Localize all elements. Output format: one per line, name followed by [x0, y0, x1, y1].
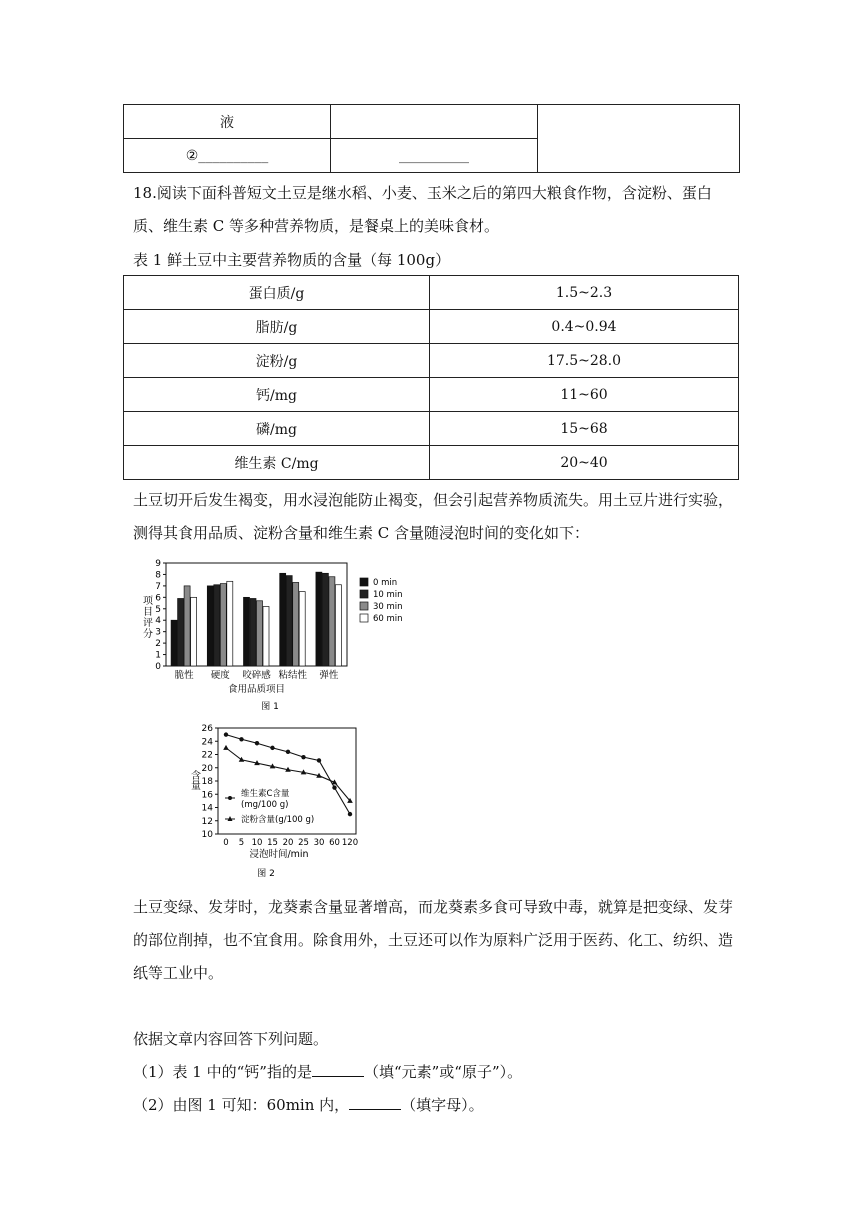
- x-tick-label: 5: [238, 838, 245, 848]
- table-cell: [538, 105, 740, 173]
- y-tick-label: 4: [155, 616, 161, 627]
- data-point: [348, 812, 352, 816]
- legend-label: 0 min: [373, 578, 398, 588]
- nutrient-value: 20~40: [430, 446, 739, 480]
- nutrient-value: 1.5~2.3: [430, 276, 739, 310]
- table-row: [124, 276, 739, 310]
- data-point: [301, 755, 305, 759]
- top-answer-table: [123, 104, 740, 173]
- nutrient-name: 维生素 C/mg: [124, 446, 430, 480]
- y-tick-label: 5: [155, 604, 161, 615]
- nutrient-value: 17.5~28.0: [430, 344, 739, 378]
- bar: [184, 586, 190, 666]
- y-tick-label: 10: [201, 830, 213, 840]
- nutrient-value: 0.4~0.94: [430, 310, 739, 344]
- answer-blank[interactable]: [312, 1062, 364, 1077]
- question-2-hint: （填字母）。: [401, 1096, 484, 1114]
- nutrient-value: 15~68: [430, 412, 739, 446]
- data-point: [286, 750, 290, 754]
- legend-swatch: [360, 614, 368, 622]
- paragraph-solanine: 土豆变绿、发芽时，龙葵素含量显著增高，而龙葵素多食可导致中毒，就算是把变绿、发芽的部位削掉，也不宜食用。除食用外，土豆还可以作为原料广泛用于医药、化工、纺织、造纸等工业中。: [133, 898, 734, 982]
- table-row: [124, 344, 739, 378]
- y-tick-label: 8: [155, 570, 161, 581]
- bar: [191, 597, 197, 666]
- data-point: [223, 745, 229, 750]
- table-cell: [331, 105, 538, 139]
- legend-label: 60 min: [373, 614, 403, 624]
- legend-swatch: [360, 602, 368, 610]
- question-1: [133, 1061, 522, 1082]
- y-tick-label: 6: [155, 593, 161, 604]
- legend-label: 10 min: [373, 590, 403, 600]
- table-cell: ②__________: [124, 139, 331, 173]
- x-tick-label: 咬碎感: [242, 670, 271, 681]
- bar: [293, 582, 299, 666]
- x-tick-label: 脆性: [174, 670, 194, 681]
- y-tick-label: 3: [155, 627, 161, 638]
- table-cell: 液: [124, 105, 331, 139]
- nutrient-name: 钙/mg: [124, 378, 430, 412]
- legend-marker: [228, 796, 232, 800]
- x-axis-label: 浸泡时间/min: [249, 849, 309, 860]
- bar: [178, 598, 184, 666]
- bar: [329, 577, 335, 666]
- y-tick-label: 1: [155, 650, 161, 661]
- y-tick-label: 18: [201, 777, 213, 787]
- y-tick-label: 26: [201, 724, 213, 734]
- question-2: [133, 1094, 484, 1115]
- question-2-text: （2）由图 1 可知：60min 内，: [133, 1096, 350, 1114]
- table-row: [124, 446, 739, 480]
- y-tick-label: 16: [201, 790, 213, 801]
- x-tick-label: 弹性: [319, 670, 339, 681]
- x-tick-label: 20: [282, 838, 294, 848]
- bar: [257, 601, 263, 666]
- x-tick-label: 10: [251, 838, 263, 848]
- table-row: [124, 412, 739, 446]
- x-tick-label: 15: [267, 838, 278, 848]
- bar: [227, 581, 233, 666]
- data-point: [255, 741, 259, 745]
- data-point: [270, 746, 274, 750]
- nutrient-name: 蛋白质/g: [124, 276, 430, 310]
- bar: [171, 620, 177, 666]
- nutrient-name: 磷/mg: [124, 412, 430, 446]
- y-axis-label: 含量: [188, 770, 200, 790]
- table-row: [124, 378, 739, 412]
- y-tick-label: 0: [155, 662, 161, 672]
- data-point: [239, 757, 245, 762]
- x-tick-label: 硬度: [210, 670, 230, 681]
- bar: [322, 573, 328, 666]
- paragraph-experiment: 土豆切开后发生褐变，用水浸泡能防止褐变，但会引起营养物质流失。用土豆片进行实验，测得其食用品质、淀粉含量和维生素 C 含量随浸泡时间的变化如下：: [133, 491, 734, 542]
- y-tick-label: 22: [201, 750, 213, 761]
- y-tick-label: 14: [201, 803, 213, 814]
- table-cell: __________: [331, 139, 538, 173]
- y-tick-label: 24: [201, 737, 213, 748]
- bar: [207, 586, 213, 666]
- data-point: [239, 737, 243, 741]
- nutrient-value: 11~60: [430, 378, 739, 412]
- y-tick-label: 20: [201, 763, 213, 774]
- table-1: [123, 275, 739, 480]
- bar: [250, 598, 256, 666]
- data-point: [317, 758, 321, 762]
- bar: [286, 576, 292, 666]
- y-tick-label: 7: [155, 581, 161, 592]
- nutrient-name: 脂肪/g: [124, 310, 430, 344]
- bar: [214, 585, 220, 666]
- question-1-hint: （填“元素”或“原子”）。: [363, 1063, 523, 1081]
- figure-2-line-chart: [180, 718, 370, 886]
- data-point: [332, 785, 336, 789]
- bar: [220, 584, 226, 666]
- data-point: [224, 732, 228, 736]
- bar: [316, 572, 322, 666]
- x-tick-label: 60: [329, 838, 340, 848]
- legend-label: (mg/100 g): [241, 800, 289, 810]
- instruction-line: 依据文章内容回答下列问题。: [133, 1030, 329, 1048]
- bar: [299, 592, 305, 666]
- chart-title: 图 1: [261, 702, 279, 712]
- y-tick-label: 12: [201, 816, 213, 827]
- x-tick-label: 0: [223, 838, 229, 848]
- legend-label: 淀粉含量(g/100 g): [241, 815, 315, 825]
- chart-title: 图 2: [257, 869, 275, 879]
- y-tick-label: 9: [155, 559, 161, 569]
- table-row: [124, 310, 739, 344]
- question-1-text: （1）表 1 中的“钙”指的是: [133, 1063, 312, 1081]
- x-tick-label: 30: [313, 838, 325, 848]
- legend-swatch: [360, 578, 368, 586]
- legend-swatch: [360, 590, 368, 598]
- x-tick-label: 25: [298, 838, 309, 848]
- legend-label: 维生素C含量: [241, 789, 290, 799]
- x-axis-label: 食用品质项目: [227, 684, 286, 695]
- table-row: [124, 105, 740, 139]
- y-tick-label: 2: [155, 639, 161, 650]
- x-tick-label: 粘结性: [278, 670, 307, 681]
- legend-label: 30 min: [373, 602, 403, 612]
- x-tick-label: 120: [341, 838, 359, 848]
- nutrient-name: 淀粉/g: [124, 344, 430, 378]
- bar: [263, 606, 269, 666]
- question-18-intro: 18.阅读下面科普短文土豆是继水稻、小麦、玉米之后的第四大粮食作物，含淀粉、蛋白质、维生素 C 等多种营养物质，是餐桌上的美味食材。: [133, 184, 712, 235]
- answer-blank[interactable]: [349, 1095, 401, 1110]
- table-1-caption: 表 1 鲜土豆中主要营养物质的含量（每 100g）: [133, 251, 451, 269]
- bar: [280, 573, 286, 666]
- bar: [244, 597, 250, 666]
- figure-1-bar-chart: [130, 555, 415, 715]
- bar: [335, 585, 341, 666]
- y-axis-label: 项目评分: [140, 595, 152, 639]
